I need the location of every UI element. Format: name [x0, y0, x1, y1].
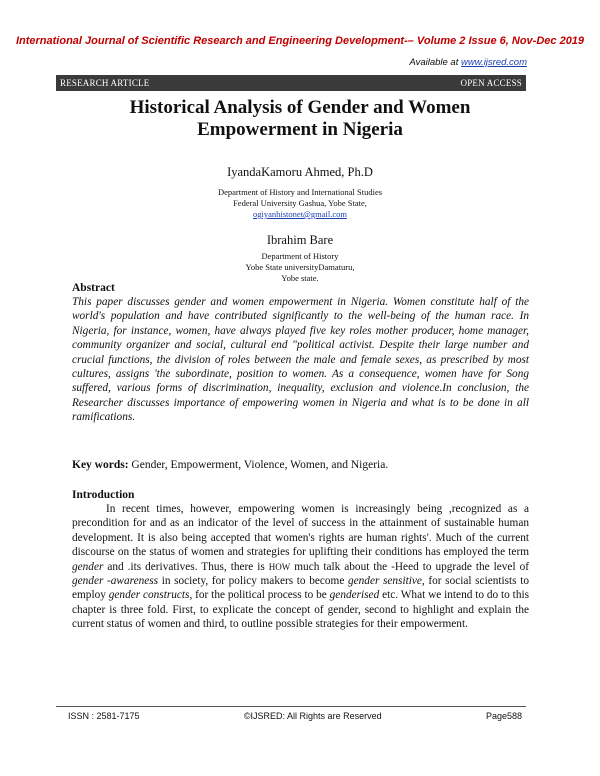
- introduction-heading: Introduction: [72, 489, 135, 501]
- journal-header: International Journal of Scientific Research and Engineering Development-– Volume 2 Issue 6, Nov-Dec 2019: [15, 35, 585, 47]
- intro-term-genderised: genderised: [329, 589, 380, 602]
- paper-title: [70, 97, 530, 141]
- introduction-paragraph: [72, 502, 529, 632]
- open-access-label: OPEN ACCESS: [460, 78, 522, 88]
- intro-term-gender-awareness: gender -awareness: [72, 575, 159, 588]
- intro-text-7: etc. What we intend to do to this chapter is three fold. First, to explicate the concept of gender, second to highlight and explain the current status of women and third, to outline possible strategies for their empowerment.: [72, 589, 530, 631]
- author-2-affiliation: [70, 251, 530, 284]
- abstract-heading: Abstract: [72, 282, 115, 294]
- author-1-email-link[interactable]: ogiyanhistonet@gmail.com: [253, 209, 347, 219]
- page-footer: [68, 711, 522, 721]
- author-1-affiliation: [70, 187, 530, 220]
- intro-term-gender-constructs: gender constructs,: [108, 589, 193, 602]
- intro-text-6: for the political process to be: [195, 589, 327, 602]
- intro-text-5: for social scientists to employ: [72, 575, 529, 602]
- footer-divider: [56, 706, 526, 707]
- keywords-text: Gender, Empowerment, Violence, Women, and Nigeria.: [131, 459, 389, 471]
- intro-text-4: in society, for policy makers to become: [161, 575, 345, 588]
- research-article-label: RESEARCH ARTICLE: [60, 78, 150, 88]
- intro-term-gender-sensitive: gender sensitive,: [347, 575, 425, 588]
- intro-how: HOW: [268, 561, 291, 572]
- intro-text-1: In recent times, however, empowering women is increasingly being ,recognized as a precondition for and as an indicator of the level of success in the attainment of sustainable human development. It is also being accepted that women's rights are human rights'. Much of the current discourse on the status of women and strategies for uplifting their conditions has employed the term: [72, 503, 529, 559]
- author-2-name: Ibrahim Bare: [266, 233, 334, 247]
- intro-text-3: much talk about the -Heed to upgrade the level of: [294, 560, 529, 573]
- page-number: Page588: [485, 711, 522, 721]
- author-2-institution: Yobe State universityDamaturu,: [245, 262, 355, 272]
- journal-url-link[interactable]: www.ijsred.com: [461, 57, 527, 68]
- keywords: [72, 459, 529, 471]
- author-1-department: Department of History and International Studies: [217, 187, 383, 197]
- available-label: Available at: [409, 57, 459, 68]
- available-at: [409, 57, 527, 68]
- abstract-text: This paper discusses gender and women empowerment in Nigeria. Women constitute half of the world's population and have contributed significantly to the well-being of the human race. In Nigeria, for instance, women, have always played five key roles mother producer, home manager, community organizer and social, cultural end "political activist. Despite their large number and crucial functions, the division of roles between the male and female sexes, as prescribed by most cultures, assigns 'the subordinate, position to women. As a consequence, women have for Song suffered, various forms of discrimination, inequality, exclusion and violence.In conclusion, the Researcher discusses importance of empowering women in Nigeria and what is to be done in all ramifications.: [72, 296, 529, 424]
- title-line-1: Historical Analysis of Gender and Women: [129, 97, 471, 118]
- keywords-label: Key words:: [72, 459, 129, 471]
- intro-term-gender: gender: [72, 560, 104, 573]
- intro-text-2: and .its derivatives. Thus, there is: [107, 560, 265, 573]
- author-1-institution: Federal University Gashua, Yobe State,: [233, 198, 367, 208]
- title-line-2: Empowerment in Nigeria: [197, 119, 403, 140]
- author-1-name: IyandaKamoru Ahmed, Ph.D: [227, 165, 373, 179]
- article-banner: [56, 75, 526, 91]
- issn-label: ISSN : 2581-7175: [68, 711, 140, 721]
- author-2-department: Department of History: [261, 251, 339, 261]
- copyright-label: ©IJSRED: All Rights are Reserved: [243, 711, 382, 721]
- author-2-state: Yobe state.: [281, 273, 319, 283]
